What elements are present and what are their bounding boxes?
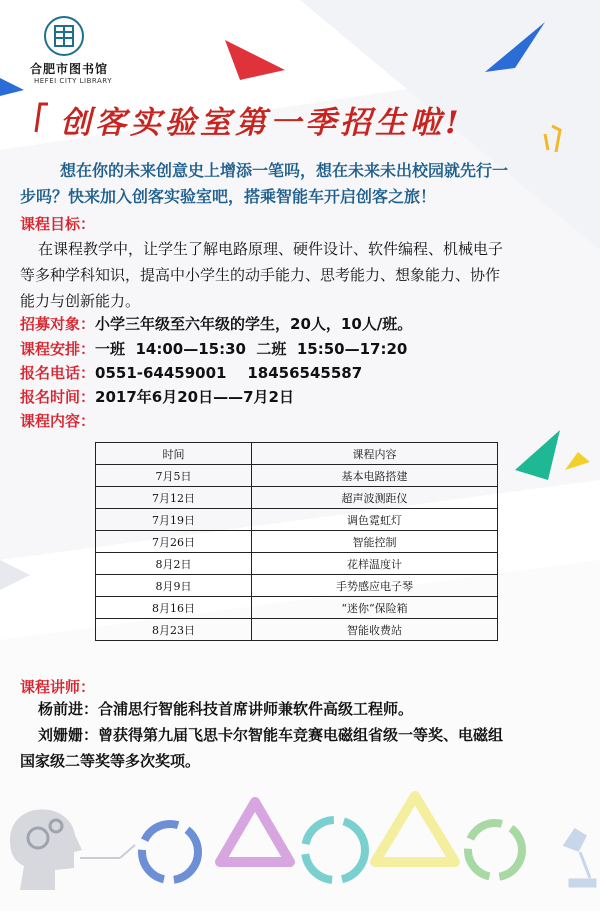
- recruit-value: 小学三年级至六年级的学生，20人，10人/班。: [95, 315, 413, 333]
- signup-row: [20, 386, 294, 407]
- goals-line-1: 在课程教学中，让学生了解电路原理、硬件设计、软件编程、机械电子: [38, 240, 504, 258]
- cell-topic: 花样温度计: [252, 553, 498, 575]
- table-row: [96, 509, 498, 531]
- cell-date: 7月5日: [96, 465, 252, 487]
- column-header-content: 课程内容: [252, 443, 498, 465]
- table-row: [96, 575, 498, 597]
- table-row: [96, 553, 498, 575]
- page-title: 创客实验室第一季招生啦!: [60, 105, 463, 141]
- cell-date: 7月12日: [96, 487, 252, 509]
- signup-value: 2017年6月20日——7月2日: [95, 388, 294, 406]
- cell-topic: 智能控制: [252, 531, 498, 553]
- intro-line-2: 步吗？快来加入创客实验室吧，搭乘智能车开启创客之旅！: [20, 187, 437, 206]
- teacher-1: 杨前进：合浦思行智能科技首席讲师兼软件高级工程师。: [38, 700, 414, 718]
- table-row: [96, 531, 498, 553]
- cell-topic: 调色霓虹灯: [252, 509, 498, 531]
- goals-heading: 课程目标：: [20, 215, 96, 233]
- phone-row: [20, 362, 362, 383]
- cell-topic: 基本电路搭建: [252, 465, 498, 487]
- teacher-2-line-2: 国家级二等奖等多次奖项。: [20, 752, 201, 770]
- cell-date: 8月2日: [96, 553, 252, 575]
- teachers-heading: 课程讲师：: [20, 678, 96, 696]
- course-table: [95, 442, 498, 641]
- recruit-row: [20, 313, 412, 334]
- table-row: [96, 465, 498, 487]
- cell-date: 7月26日: [96, 531, 252, 553]
- table-row: [96, 487, 498, 509]
- cell-topic: 超声波测距仪: [252, 487, 498, 509]
- table-row: [96, 619, 498, 641]
- goals-line-3: 能力与创新能力。: [20, 292, 141, 310]
- cell-date: 7月19日: [96, 509, 252, 531]
- cell-date: 8月16日: [96, 597, 252, 619]
- cell-topic: 手势感应电子琴: [252, 575, 498, 597]
- schedule-row: [20, 338, 407, 359]
- phone-value: 0551-64459001 18456545587: [95, 364, 363, 382]
- table-row: [96, 597, 498, 619]
- cell-topic: “迷你“保险箱: [252, 597, 498, 619]
- content-heading: 课程内容：: [20, 412, 96, 430]
- table-header-row: [96, 443, 498, 465]
- teacher-2-line-1: 刘姗姗：曾获得第九届飞思卡尔智能车竞赛电磁组省级一等奖、电磁组: [38, 726, 504, 744]
- cell-date: 8月23日: [96, 619, 252, 641]
- schedule-value: 一班 14:00—15:30 二班 15:50—17:20: [95, 340, 408, 358]
- cell-date: 8月9日: [96, 575, 252, 597]
- library-name-cn: 合肥市图书馆: [30, 62, 109, 76]
- column-header-time: 时间: [96, 443, 252, 465]
- schedule-heading: 课程安排：: [20, 340, 96, 358]
- library-name-en: HEFEI CITY LIBRARY: [34, 77, 112, 85]
- intro-line-1: 想在你的未来创意史上增添一笔吗，想在未来未出校园就先行一: [60, 161, 509, 180]
- cell-topic: 智能收费站: [252, 619, 498, 641]
- goals-text: [20, 236, 580, 314]
- goals-line-2: 等多种学科知识，提高中小学生的动手能力、思考能力、想象能力、协作: [20, 266, 501, 284]
- signup-heading: 报名时间：: [20, 388, 96, 406]
- teachers-text: [20, 696, 580, 774]
- intro-text: [20, 158, 575, 210]
- recruit-heading: 招募对象：: [20, 315, 96, 333]
- phone-heading: 报名电话：: [20, 364, 96, 382]
